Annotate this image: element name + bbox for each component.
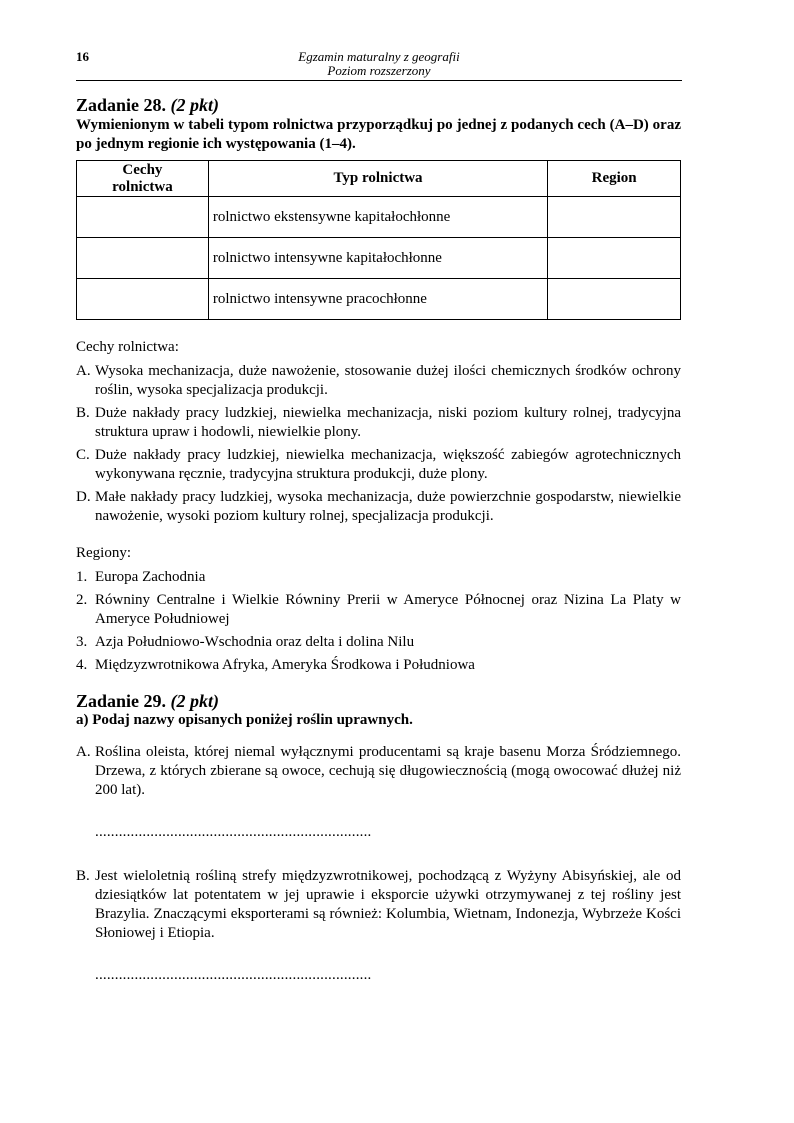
header-title bbox=[76, 50, 682, 78]
page-content bbox=[76, 95, 681, 1010]
item-marker: 1. bbox=[76, 569, 88, 585]
header-line-exam: Egzamin maturalny z geografii bbox=[298, 49, 460, 64]
list-item bbox=[76, 404, 681, 442]
task-28-points: (2 pkt) bbox=[170, 95, 220, 115]
list-item bbox=[76, 743, 681, 800]
col-header-features: Cechy rolnictwa bbox=[77, 161, 209, 197]
answer-cell-region[interactable] bbox=[548, 238, 681, 279]
list-item bbox=[76, 591, 681, 629]
task-29-points: (2 pkt) bbox=[170, 691, 220, 711]
answer-cell-feature[interactable] bbox=[77, 197, 209, 238]
list-item bbox=[76, 362, 681, 400]
list-item bbox=[76, 568, 681, 587]
list-item bbox=[76, 656, 681, 675]
answer-line[interactable]: ...................................................................... bbox=[95, 824, 372, 840]
table-row bbox=[77, 279, 681, 320]
item-text: Wysoka mechanizacja, duże nawożenie, stosowanie dużej ilości chemicznych środków ochrony roślin, wysoka specjalizacja produkcji. bbox=[95, 363, 681, 398]
header-line-level: Poziom rozszerzony bbox=[327, 63, 431, 78]
task-29-subtitle: a) Podaj nazwy opisanych poniżej roślin uprawnych. bbox=[76, 712, 413, 728]
answer-cell-region[interactable] bbox=[548, 279, 681, 320]
item-marker: A. bbox=[76, 744, 91, 760]
page-number: 16 bbox=[76, 49, 89, 64]
item-marker: B. bbox=[76, 868, 90, 884]
answer-table bbox=[76, 160, 681, 320]
page-header bbox=[76, 50, 682, 81]
task-28-title bbox=[76, 95, 681, 115]
item-text: Równiny Centralne i Wielkie Równiny Prerii w Ameryce Północnej oraz Nizina La Platy w Ameryce Południowej bbox=[95, 592, 681, 627]
item-marker: B. bbox=[76, 405, 90, 421]
col-header-type: Typ rolnictwa bbox=[208, 161, 547, 197]
item-marker: 3. bbox=[76, 634, 88, 650]
item-text: Europa Zachodnia bbox=[95, 569, 206, 585]
answer-line[interactable]: ...................................................................... bbox=[95, 967, 372, 983]
item-text: Duże nakłady pracy ludzkiej, niewielka mechanizacja, większość zabiegów agrotechnicznych wykonywana ręcznie, tradycyjna struktura produkcji, duże plony. bbox=[95, 447, 681, 482]
answer-cell-feature[interactable] bbox=[77, 279, 209, 320]
type-cell: rolnictwo intensywne kapitałochłonne bbox=[208, 238, 547, 279]
task-28 bbox=[76, 95, 681, 675]
features-label: Cechy rolnictwa: bbox=[76, 339, 179, 355]
item-marker: 4. bbox=[76, 657, 88, 673]
table-row bbox=[77, 197, 681, 238]
task-29-title bbox=[76, 691, 681, 711]
item-marker: D. bbox=[76, 489, 91, 505]
item-text: Azja Południowo-Wschodnia oraz delta i dolina Nilu bbox=[95, 634, 415, 650]
item-text: Jest wieloletnią rośliną strefy międzyzwrotnikowej, pochodzącą z Wyżyny Abisyńskiej, ale od dziesiątków lat potentatem w jej uprawie i eksporcie używki otrzymywanej z tej rośliny jest Brazylia. Znaczącymi eksporterami są również: Kolumbia, Wietnam, Indonezja, Wybrzeże Kości Słoniowej i Etiopia. bbox=[95, 868, 681, 941]
answer-cell-region[interactable] bbox=[548, 197, 681, 238]
table-row bbox=[77, 238, 681, 279]
answer-cell-feature[interactable] bbox=[77, 238, 209, 279]
col-header-region: Region bbox=[548, 161, 681, 197]
regions-label: Regiony: bbox=[76, 545, 131, 561]
item-marker: 2. bbox=[76, 592, 88, 608]
table-header-row bbox=[77, 161, 681, 197]
item-text: Duże nakłady pracy ludzkiej, niewielka mechanizacja, niski poziom kultury rolnej, tradycyjna struktura upraw i hodowli, niewielkie plony. bbox=[95, 405, 681, 440]
list-item bbox=[76, 867, 681, 943]
task-29 bbox=[76, 691, 681, 983]
task-29-number: Zadanie 29. bbox=[76, 691, 167, 711]
item-marker: A. bbox=[76, 363, 91, 379]
type-cell: rolnictwo ekstensywne kapitałochłonne bbox=[208, 197, 547, 238]
list-item bbox=[76, 633, 681, 652]
list-item bbox=[76, 488, 681, 526]
task-28-number: Zadanie 28. bbox=[76, 95, 167, 115]
item-marker: C. bbox=[76, 447, 90, 463]
task-28-instruction: Wymienionym w tabeli typom rolnictwa przyporządkuj po jednej z podanych cech (A–D) oraz po jednym regionie ich występowania (1–4). bbox=[76, 117, 681, 152]
list-item bbox=[76, 446, 681, 484]
item-text: Małe nakłady pracy ludzkiej, wysoka mechanizacja, duże powierzchnie gospodarstw, niewielkie nawożenie, wysoki poziom kultury rolnej, specjalizacja produkcji. bbox=[95, 489, 681, 524]
item-text: Międzyzwrotnikowa Afryka, Ameryka Środkowa i Południowa bbox=[95, 657, 475, 673]
item-text: Roślina oleista, której niemal wyłącznymi producentami są kraje basenu Morza Śródziemnego. Drzewa, z których zbierane są owoce, cechują się długowiecznością (mogą owocować dłużej niż 200 lat). bbox=[95, 744, 681, 798]
type-cell: rolnictwo intensywne pracochłonne bbox=[208, 279, 547, 320]
